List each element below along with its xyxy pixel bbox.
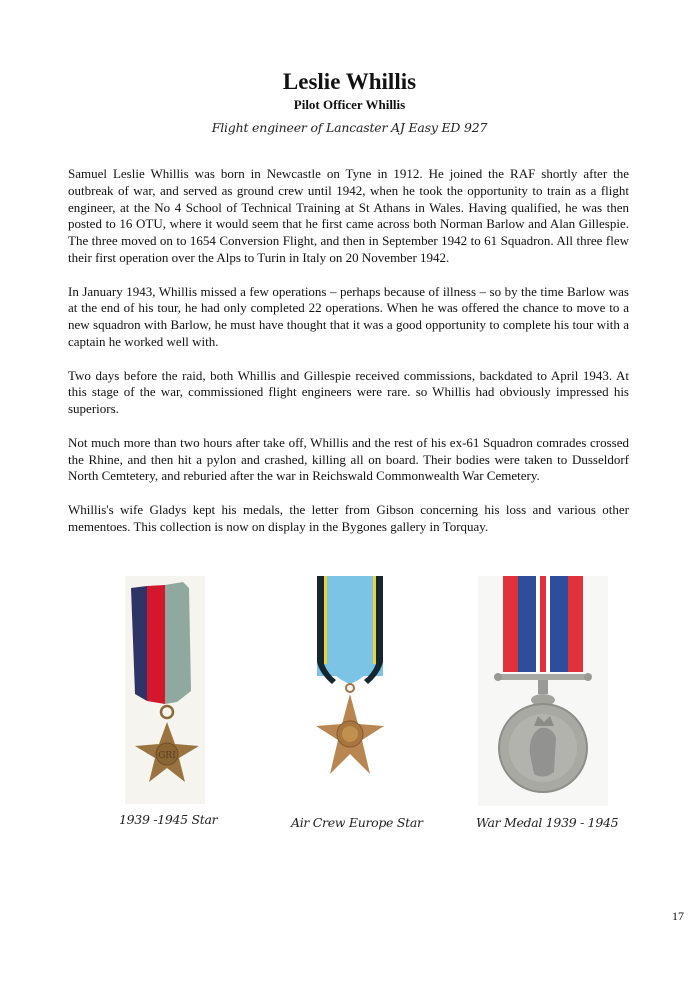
star-medal-icon bbox=[125, 576, 205, 804]
medal-image-air-crew-europe-star bbox=[308, 576, 394, 782]
page-subtitle: Pilot Officer Whillis bbox=[293, 97, 406, 112]
paragraph: In January 1943, Whillis missed a few operations – perhaps because of illness – so by the time Barlow was at the end of his tour, he had only completed 22 operations. When he was offered the chance to move to a new squadron with Barlow, he must have thought that it was a good opportunity to complete his tour with a captain he worked well with. bbox=[68, 283, 629, 349]
star-medal-icon bbox=[308, 576, 394, 782]
medal-caption: 1939 -1945 Star bbox=[119, 812, 218, 827]
page-number: 17 bbox=[672, 909, 684, 923]
medal-image-war-medal-1939-1945 bbox=[478, 576, 608, 806]
paragraph: Samuel Leslie Whillis was born in Newcastle on Tyne in 1912. He joined the RAF shortly after the outbreak of war, and served as ground crew until 1942, when he took the opportunity to train as a flight engineer, at the No 4 School of Technical Training at St Athans in Wales. Having qualified, he was then posted to 16 OTU, where it would seem that he first came across both Norman Barlow and Alan Gillespie. The three moved on to 1654 Conversion Flight, and then in September 1942 to 61 Squadron. All three flew their first operation over the Alps to Turin in Italy on 20 November 1942. bbox=[68, 166, 629, 265]
paragraph: Whillis's wife Gladys kept his medals, the letter from Gibson concerning his loss and various other mementoes. This collection is now on display in the Bygones gallery in Torquay. bbox=[68, 501, 629, 534]
page-tagline: Flight engineer of Lancaster AJ Easy ED 927 bbox=[211, 120, 488, 135]
medal-caption: Air Crew Europe Star bbox=[291, 815, 423, 830]
svg-text:GRI: GRI bbox=[158, 751, 176, 761]
paragraph: Not much more than two hours after take off, Whillis and the rest of his ex-61 Squadron comrades crossed the Rhine, and then hit a pylon and crashed, killing all on board. Their bodies were taken to Dusseldorf North Cemtetery, and reburied after the war in Reichswald Commonwealth War Cemetery. bbox=[68, 434, 629, 484]
article-body bbox=[68, 166, 629, 552]
war-medal-icon bbox=[478, 576, 608, 806]
page-title: Leslie Whillis bbox=[282, 69, 417, 94]
medal-caption: War Medal 1939 - 1945 bbox=[476, 815, 619, 830]
paragraph: Two days before the raid, both Whillis and Gillespie received commissions, backdated to April 1943. At this stage of the war, commissioned flight engineers were rare. so Whillis had obviously impressed his superiors. bbox=[68, 367, 629, 417]
medal-image-1939-1945-star bbox=[125, 576, 205, 804]
